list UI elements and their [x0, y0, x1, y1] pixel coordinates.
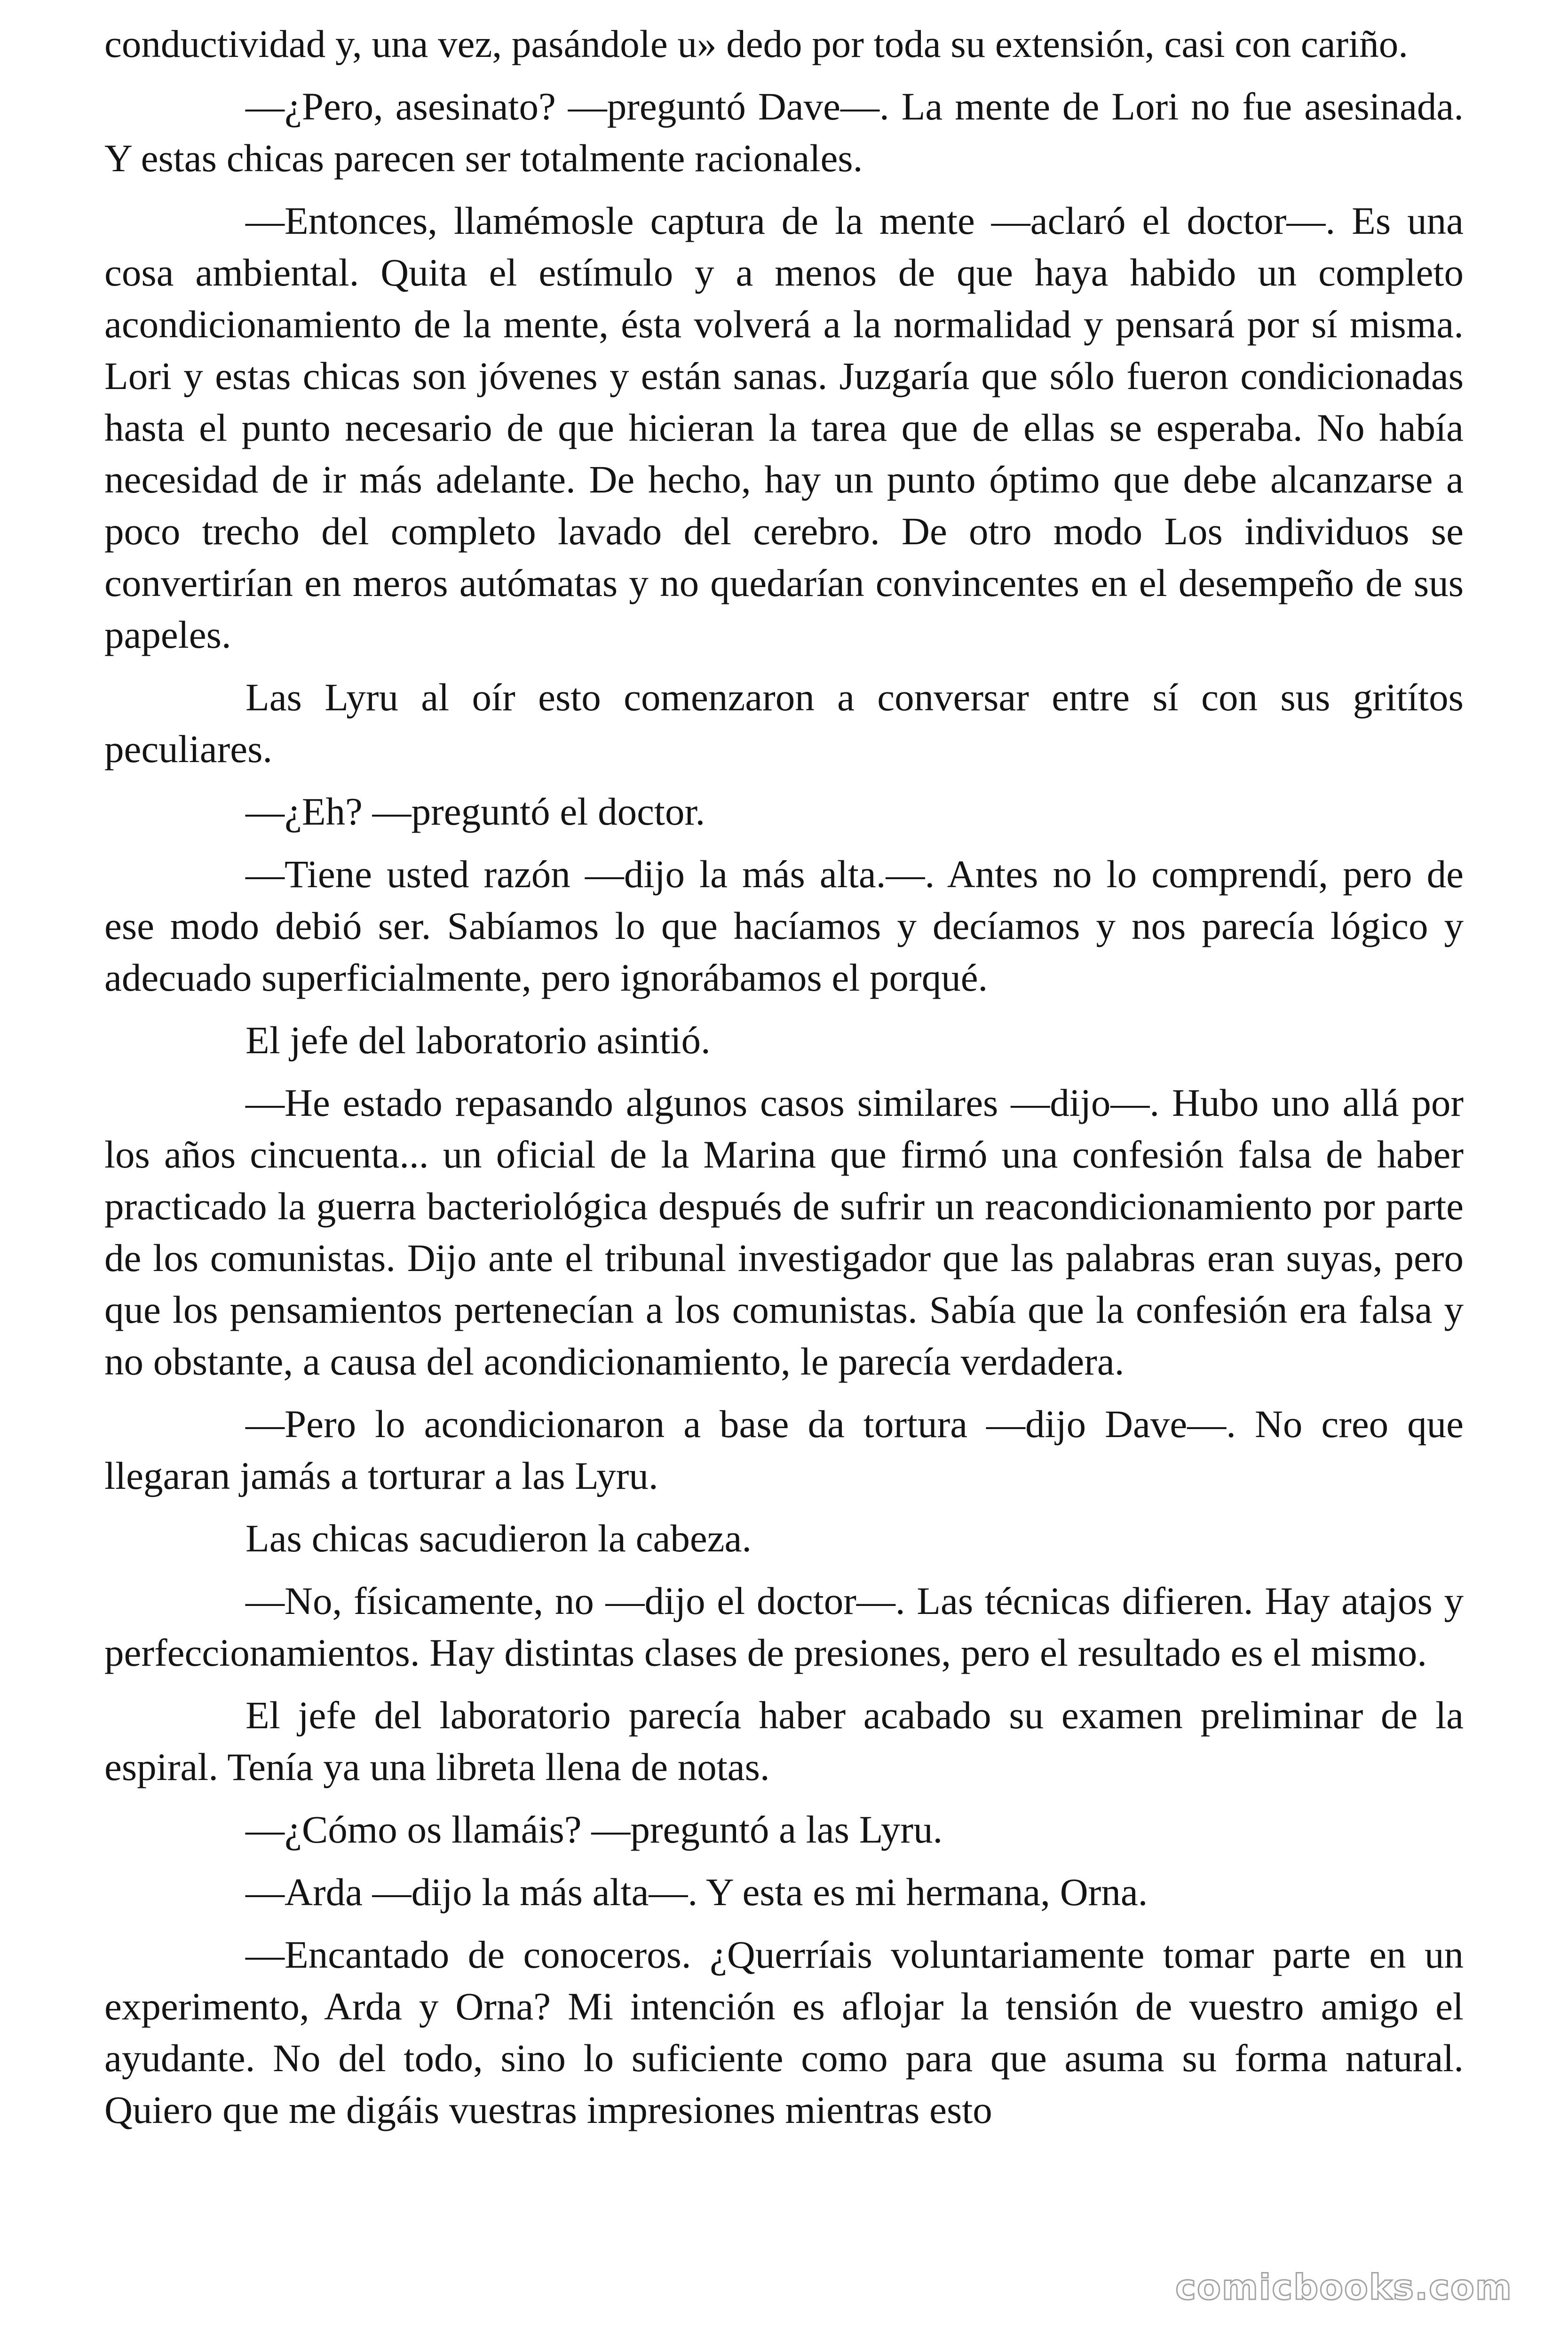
- watermark-logo: comicbooks.com: [1175, 2267, 1513, 2308]
- paragraph: —Arda —dijo la más alta—. Y esta es mi hermana, Orna.: [245, 1870, 1148, 1914]
- paragraph: conductividad y, una vez, pasándole u» dedo por toda su extensión, casi con cariño.: [104, 22, 1408, 65]
- book-page-text: [104, 18, 1464, 2146]
- paragraph: —¿Eh? —preguntó el doctor.: [245, 790, 705, 833]
- paragraph: —Tiene usted razón —dijo la más alta.—. Antes no lo comprendí, pero de ese modo debió ser. Sabíamos lo que hacíamos y decíamos y nos parecía lógico y adecuado superficialmente, pero ignorábamos el porqué.: [104, 852, 1464, 999]
- paragraph: Las chicas sacudieron la cabeza.: [245, 1517, 752, 1560]
- paragraph: El jefe del laboratorio asintió.: [245, 1018, 711, 1062]
- paragraph: —¿Pero, asesinato? —preguntó Dave—. La mente de Lori no fue asesinada. Y estas chicas parecen ser totalmente racionales.: [104, 85, 1464, 180]
- paragraph: —Entonces, llamémosle captura de la mente —aclaró el doctor—. Es una cosa ambiental. Quita el estímulo y a menos de que haya habido un completo acondicionamiento de la mente, ésta volverá a la normalidad y pensará por sí misma. Lori y estas chicas son jóvenes y están sanas. Juzgaría que sólo fueron condicionadas hasta el punto necesario de que hicieran la tarea que de ellas se esperaba. No había necesidad de ir más adelante. De hecho, hay un punto óptimo que debe alcanzarse a poco trecho del completo lavado del cerebro. De otro modo Los individuos se convertirían en meros autómatas y no quedarían convincentes en el desempeño de sus papeles.: [104, 199, 1464, 656]
- paragraph: —Pero lo acondicionaron a base da tortura —dijo Dave—. No creo que llegaran jamás a torturar a las Lyru.: [104, 1402, 1464, 1497]
- paragraph: —¿Cómo os llamáis? —preguntó a las Lyru.: [245, 1808, 943, 1851]
- paragraph: El jefe del laboratorio parecía haber acabado su examen preliminar de la espiral. Tenía ya una libreta llena de notas.: [104, 1693, 1464, 1788]
- paragraph: —Encantado de conoceros. ¿Querríais voluntariamente tomar parte en un experimento, Arda y Orna? Mi intención es aflojar la tensión de vuestro amigo el ayudante. No del todo, sino lo suficiente como para que asuma su forma natural. Quiero que me digáis vuestras impresiones mientras esto: [104, 1933, 1464, 2131]
- paragraph: —He estado repasando algunos casos similares —dijo—. Hubo uno allá por los años cincuenta... un oficial de la Marina que firmó una confesión falsa de haber practicado la guerra bacteriológica después de sufrir un reacondicionamiento por parte de los comunistas. Dijo ante el tribunal investigador que las palabras eran suyas, pero que los pensamientos pertenecían a los comunistas. Sabía que la confesión era falsa y no obstante, a causa del acondicionamiento, le parecía verdadera.: [104, 1081, 1464, 1383]
- paragraph: —No, físicamente, no —dijo el doctor—. Las técnicas difieren. Hay atajos y perfeccionamientos. Hay distintas clases de presiones, pero el resultado es el mismo.: [104, 1579, 1464, 1674]
- paragraph: Las Lyru al oír esto comenzaron a conversar entre sí con sus gritítos peculiares.: [104, 675, 1464, 771]
